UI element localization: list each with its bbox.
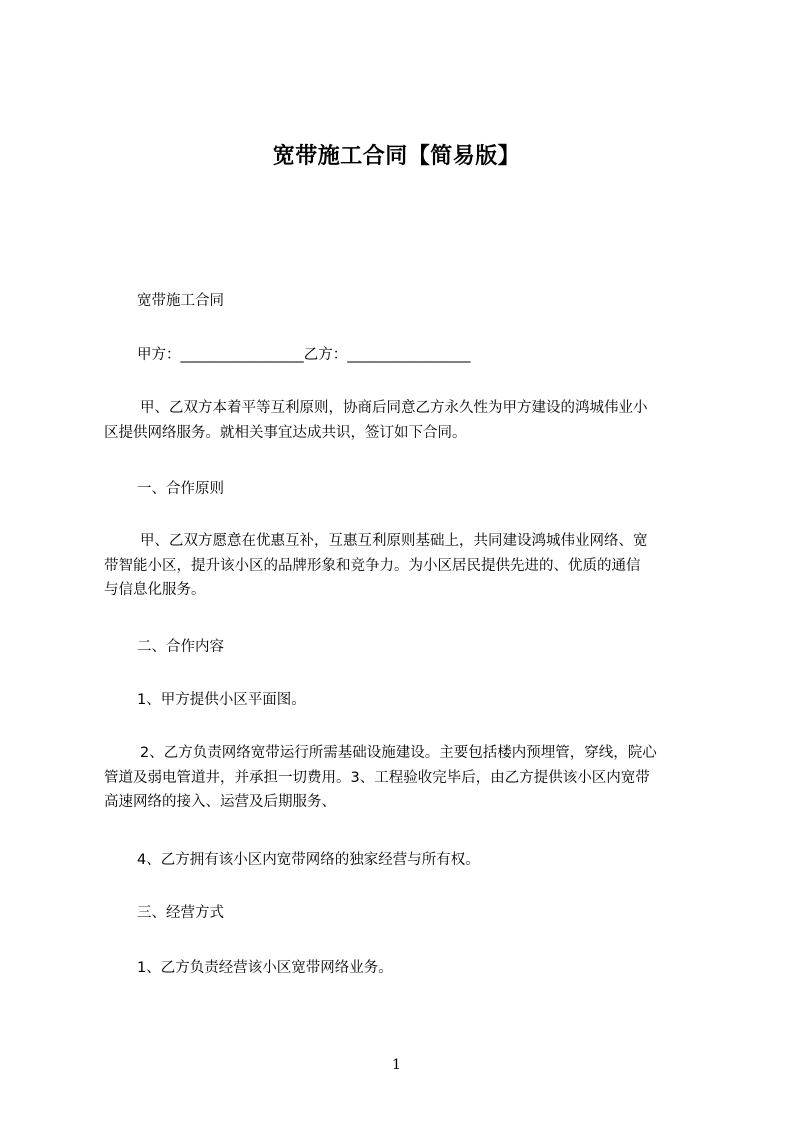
intro-line-2: 区提供网络服务。就相关事宜达成共识，签订如下合同。 [104,424,467,441]
section-2-item-2 [104,741,704,815]
section-1-line-1: 甲、乙双方愿意在优惠互补，互惠互利原则基础上，共同建设鸿城伟业网络、宽 [140,533,648,549]
section-3-item-1: 1、乙方负责经营该小区宽带网络业务。 [137,960,393,976]
section-1-heading: 一、合作原则 [137,481,224,497]
parties-line: 甲方：_________________乙方：_________________ [137,347,471,363]
section-2-item-2-line-2: 管道及弱电管道井，并承担一切费用。3、工程验收完毕后，由乙方提供该小区内宽带 [104,769,650,786]
section-2-item-1: 1、甲方提供小区平面图。 [137,692,306,708]
intro-paragraph [104,396,704,445]
section-1-line-2: 带智能小区，提升该小区的品牌形象和竞争力。为小区居民提供先进的、优质的通信 [104,557,641,574]
document-title: 宽带施工合同【简易版】 [272,144,521,169]
section-2-heading: 二、合作内容 [137,639,224,655]
page-number: 1 [392,1057,401,1073]
section-2-item-4: 4、乙方拥有该小区内宽带网络的独家经营与所有权。 [137,852,480,868]
section-2-item-2-line-1: 2、乙方负责网络宽带运行所需基础设施建设。主要包括楼内预埋管，穿线，院心 [140,745,657,761]
section-3-heading: 三、经营方式 [137,905,224,921]
section-2-item-2-line-3: 高速网络的接入、运营及后期服务、 [104,794,336,810]
intro-line-1: 甲、乙双方本着平等互利原则，协商后同意乙方永久性为甲方建设的鸿城伟业小 [140,400,648,416]
section-1-paragraph [104,529,704,603]
contract-subtitle: 宽带施工合同 [137,293,224,309]
section-1-line-3: 与信息化服务。 [104,582,206,598]
